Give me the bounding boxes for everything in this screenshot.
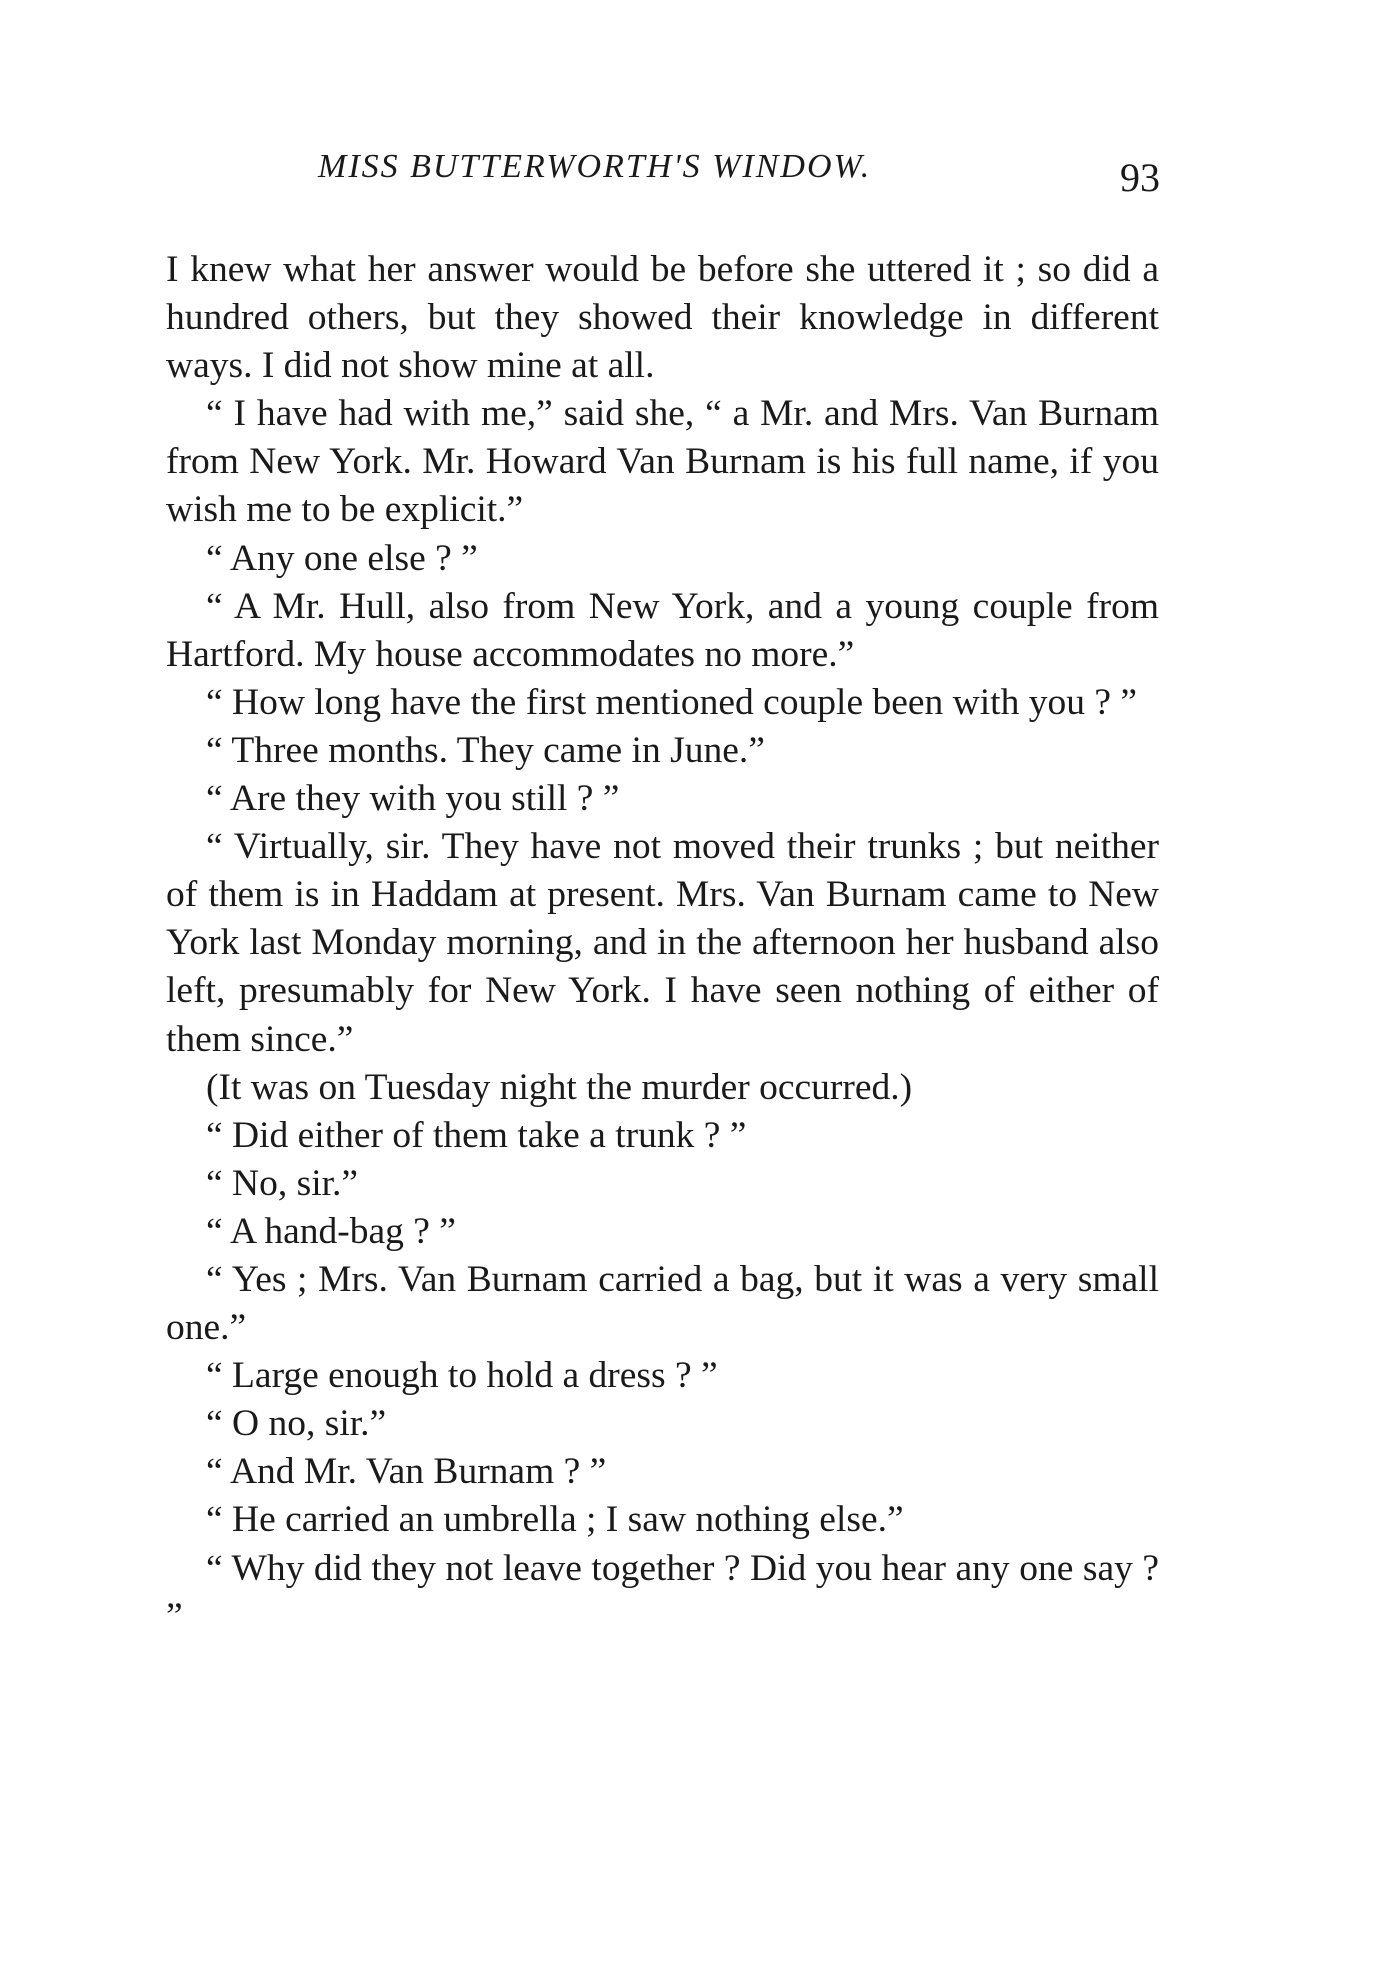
paragraph: “ Yes ; Mrs. Van Burnam carried a bag, but it was a very small one.”: [166, 1258, 1159, 1349]
paragraph: “ Virtually, sir. They have not moved their trunks ; but neither of them is in Haddam at present. Mrs. Van Burnam came to New York last Monday morning, and in the afternoon her husband also left, presumably for New York. I have seen nothing of either of them since.”: [166, 826, 1159, 1060]
paragraph: “ Did either of them take a trunk ? ”: [206, 1114, 747, 1156]
paragraph: “ O no, sir.”: [206, 1403, 387, 1445]
page-number: 93: [1120, 155, 1160, 200]
paragraph: “ Why did they not leave together ? Did you hear any one say ? ”: [166, 1547, 1159, 1637]
paragraph: “ Three months. They came in June.”: [206, 729, 765, 771]
paragraph: “ A hand-bag ? ”: [206, 1210, 456, 1252]
body-text: [166, 246, 1159, 1641]
paragraph: “ No, sir.”: [206, 1162, 359, 1204]
paragraph: “ Large enough to hold a dress ? ”: [206, 1355, 718, 1397]
paragraph: “ Any one else ? ”: [206, 537, 478, 579]
paragraph: “ I have had with me,” said she, “ a Mr. and Mrs. Van Burnam from New York. Mr. Howard Van Burnam is his full name, if you wish me to be explicit.”: [166, 393, 1159, 531]
paragraph: (It was on Tuesday night the murder occurred.): [206, 1066, 913, 1108]
paragraph: “ And Mr. Van Burnam ? ”: [206, 1451, 607, 1493]
paragraph: “ A Mr. Hull, also from New York, and a young couple from Hartford. My house accommodates no more.”: [166, 585, 1159, 675]
paragraph: “ Are they with you still ? ”: [206, 778, 620, 820]
running-title: MISS BUTTERWORTH'S WINDOW.: [318, 148, 872, 185]
paragraph: “ How long have the first mentioned couple been with you ? ”: [206, 681, 1137, 723]
paragraph: I knew what her answer would be before she uttered it ; so did a hundred others, but they showed their knowledge in different ways. I did not show mine at all.: [166, 249, 1159, 387]
paragraph: “ He carried an umbrella ; I saw nothing else.”: [206, 1499, 904, 1541]
